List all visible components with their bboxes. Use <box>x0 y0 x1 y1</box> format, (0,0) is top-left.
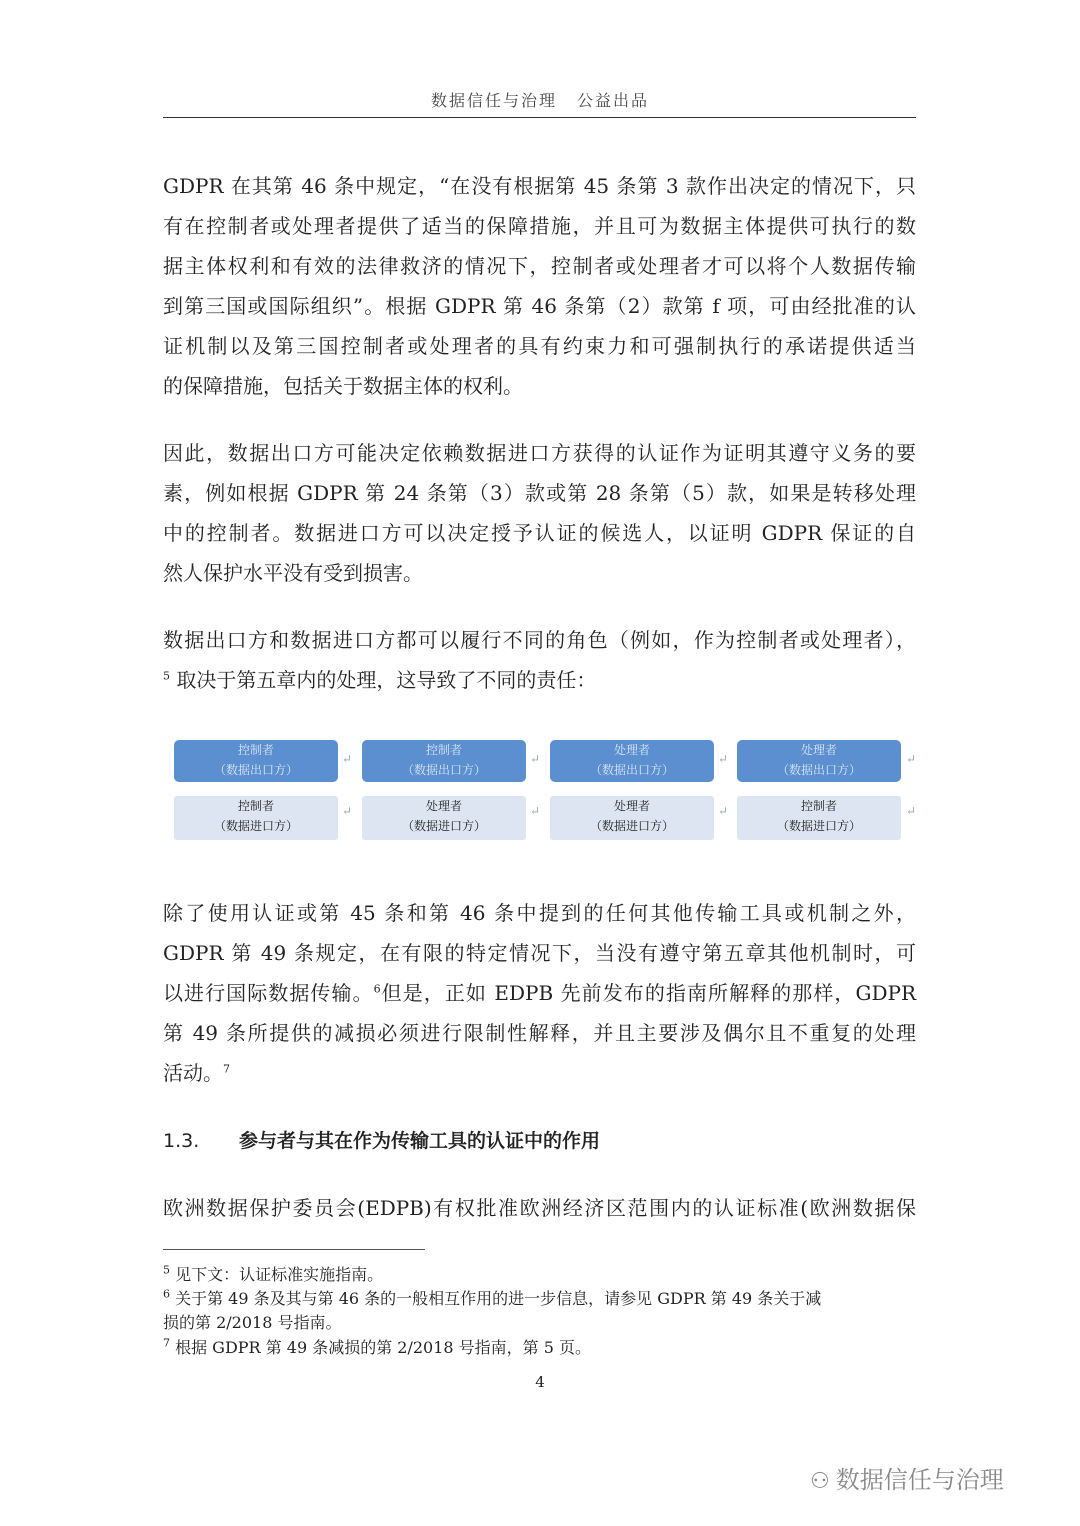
return-mark-icon: ↵ <box>718 752 729 766</box>
importer-box <box>174 796 338 840</box>
return-mark-icon: ↵ <box>906 804 917 818</box>
party: （数据进口方） <box>589 819 674 833</box>
footnote <box>163 1336 916 1360</box>
return-mark-icon: ↵ <box>342 804 353 818</box>
footnote <box>163 1287 916 1335</box>
paragraph-4 <box>163 893 916 1093</box>
exporter-box <box>550 740 714 782</box>
importer-box <box>737 796 901 840</box>
party: （数据进口方） <box>213 819 298 833</box>
text-line: 欧洲数据保护委员会(EDPB)有权批准欧洲经济区范围内的认证标准(欧洲数据保 <box>163 1196 916 1220</box>
section-heading <box>163 1124 600 1158</box>
return-mark-icon: ↵ <box>342 752 353 766</box>
roles-diagram <box>166 738 918 846</box>
return-mark-icon: ↵ <box>906 752 917 766</box>
footnote-text: 损的第 2/2018 号指南。 <box>163 1313 342 1332</box>
party: （数据出口方） <box>401 763 486 777</box>
party: （数据出口方） <box>213 763 298 777</box>
footnote-rule <box>163 1249 425 1250</box>
footnote-text: 见下文：认证标准实施指南。 <box>175 1265 384 1284</box>
text-line: 证机制以及第三国控制者或处理者的具有约束力和可强制执行的承诺提供适当 <box>163 334 916 358</box>
role: 处理者 <box>425 799 462 813</box>
text-line: 据主体权利和有效的法律救济的情况下，控制者或处理者才可以将个人数据传输 <box>163 254 916 278</box>
wechat-icon: ⚇ <box>810 1469 830 1494</box>
text-line: GDPR 第 49 条规定，在有限的特定情况下，当没有遵守第五章其他机制时，可 <box>163 941 916 965</box>
footnote-number: 7 <box>163 1336 170 1350</box>
party: （数据进口方） <box>776 819 861 833</box>
text-line: 除了使用认证或第 45 条和第 46 条中提到的任何其他传输工具或机制之外， <box>163 901 916 925</box>
text-line <box>163 660 916 700</box>
watermark <box>810 1460 1004 1495</box>
paragraph-5 <box>163 1188 916 1228</box>
running-header <box>0 88 1080 111</box>
text-line: 素，例如根据 GDPR 第 24 条第（3）款或第 28 条第（5）款，如果是转移处理 <box>163 481 916 505</box>
exporter-box <box>737 740 901 782</box>
watermark-text: 数据信任与治理 <box>835 1466 1004 1494</box>
role: 控制者 <box>425 743 462 757</box>
text-span: 活动。 <box>163 1061 223 1085</box>
paragraph-2 <box>163 433 916 593</box>
footnote-text: 关于第 49 条及其与第 46 条的一般相互作用的进一步信息，请参见 GDPR 第 49 条关于减 <box>175 1289 822 1308</box>
text-span: 取决于第五章内的处理，这导致了不同的责任： <box>176 668 597 692</box>
footnote-number: 6 <box>163 1287 170 1301</box>
section-title: 参与者与其在作为传输工具的认证中的作用 <box>239 1130 601 1152</box>
party: （数据进口方） <box>401 819 486 833</box>
footnote-number: 5 <box>163 1263 170 1277</box>
header-subtitle: 公益出品 <box>577 91 650 110</box>
paragraph-1 <box>163 166 916 406</box>
text-line: 有在控制者或处理者提供了适当的保障措施，并且可为数据主体提供可执行的数 <box>163 214 916 238</box>
return-mark-icon: ↵ <box>530 752 541 766</box>
exporter-box <box>174 740 338 782</box>
text-line <box>163 973 916 1013</box>
importer-box <box>550 796 714 840</box>
footnote-ref[interactable]: 5 <box>163 669 170 683</box>
exporter-box <box>362 740 526 782</box>
text-line: 因此，数据出口方可能决定依赖数据进口方获得的认证作为证明其遵守义务的要 <box>163 441 916 465</box>
page-number: 4 <box>535 1373 545 1391</box>
party: （数据出口方） <box>589 763 674 777</box>
role: 处理者 <box>613 799 650 813</box>
text-span: 以进行国际数据传输。 <box>163 981 374 1005</box>
role: 处理者 <box>800 743 837 757</box>
footnote-ref[interactable]: 6 <box>373 982 381 996</box>
section-number: 1.3. <box>163 1130 200 1152</box>
header-rule <box>163 117 916 118</box>
role: 控制者 <box>237 799 274 813</box>
text-line: 中的控制者。数据进口方可以决定授予认证的候选人，以证明 GDPR 保证的自 <box>163 521 916 545</box>
footnote-text: 根据 GDPR 第 49 条减损的第 2/2018 号指南，第 5 页。 <box>175 1338 592 1357</box>
text-span: 但是，正如 EDPB 先前发布的指南所解释的那样，GDPR <box>380 981 917 1005</box>
text-line: 然人保护水平没有受到损害。 <box>163 561 423 585</box>
text-line: 的保障措施，包括关于数据主体的权利。 <box>163 374 523 398</box>
footnote <box>163 1263 916 1287</box>
text-line <box>163 1053 916 1093</box>
text-line: 数据出口方和数据进口方都可以履行不同的角色（例如，作为控制者或处理者）， <box>163 628 916 652</box>
footnote-ref[interactable]: 7 <box>223 1062 230 1076</box>
role: 处理者 <box>613 743 650 757</box>
role: 控制者 <box>800 799 837 813</box>
party: （数据出口方） <box>776 763 861 777</box>
role: 控制者 <box>237 743 274 757</box>
return-mark-icon: ↵ <box>718 804 729 818</box>
return-mark-icon: ↵ <box>530 804 541 818</box>
text-line: 到第三国或国际组织”。根据 GDPR 第 46 条第（2）款第 f 项，可由经批准的认 <box>163 294 916 318</box>
paragraph-3 <box>163 620 916 700</box>
text-line: GDPR 在其第 46 条中规定，“在没有根据第 45 条第 3 款作出决定的情况下，只 <box>163 174 916 198</box>
text-line: 第 49 条所提供的减损必须进行限制性解释，并且主要涉及偶尔且不重复的处理 <box>163 1021 916 1045</box>
importer-box <box>362 796 526 840</box>
header-title: 数据信任与治理 <box>430 91 557 110</box>
